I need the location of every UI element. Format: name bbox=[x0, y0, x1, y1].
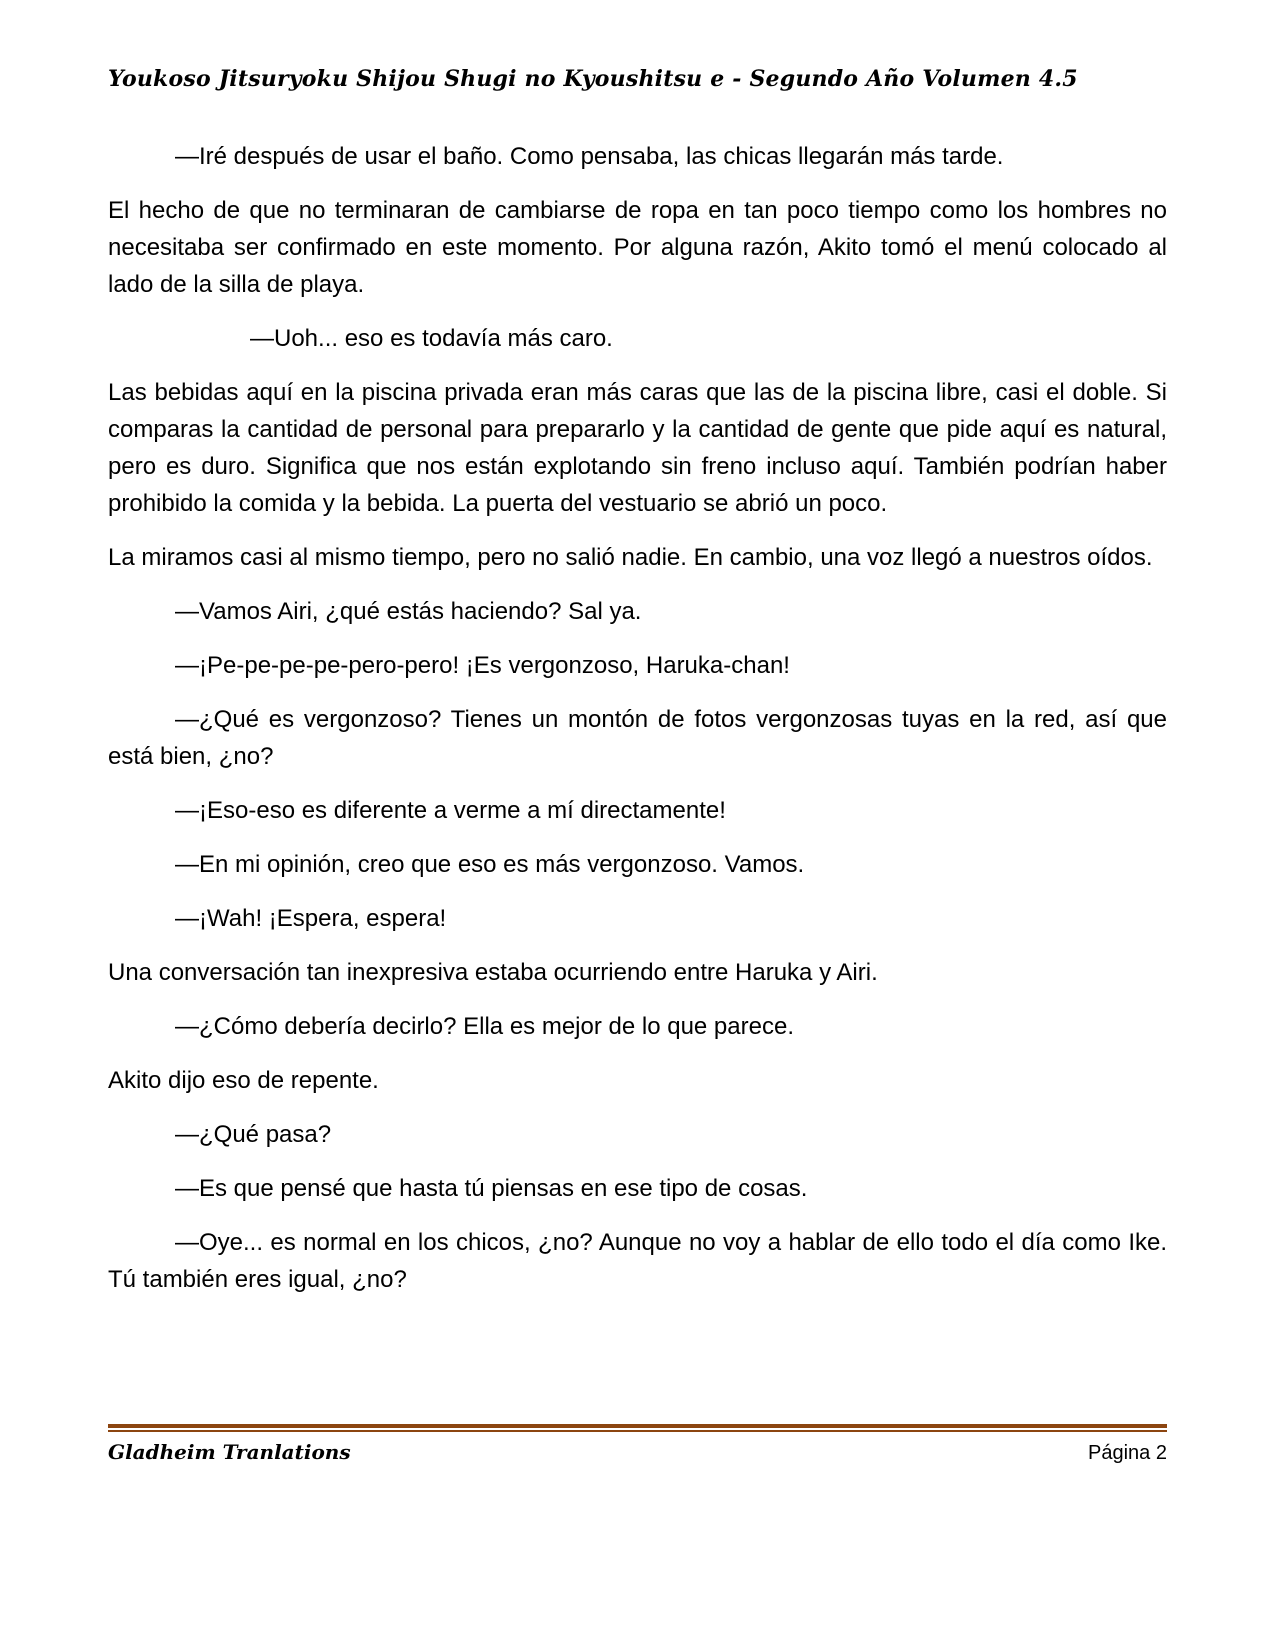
paragraph: El hecho de que no terminaran de cambiarse de ropa en tan poco tiempo como los hombres no necesitaba ser confirmado en este momento. Por alguna razón, Akito tomó el menú colocado al lado de la silla de playa. bbox=[108, 197, 1167, 298]
footer-row bbox=[108, 1440, 1167, 1465]
paragraph: —¡Wah! ¡Espera, espera! bbox=[175, 905, 447, 932]
footer-page-number: Página 2 bbox=[1088, 1442, 1167, 1464]
paragraph: —¿Qué pasa? bbox=[175, 1121, 332, 1148]
paragraph: —Oye... es normal en los chicos, ¿no? Aunque no voy a hablar de ello todo el día como Ike. Tú también eres igual, ¿no? bbox=[108, 1229, 1167, 1293]
footer-rule bbox=[108, 1424, 1167, 1432]
document-body bbox=[108, 138, 1167, 1315]
paragraph: —Uoh... eso es todavía más caro. bbox=[250, 325, 613, 352]
paragraph: —Vamos Airi, ¿qué estás haciendo? Sal ya. bbox=[175, 598, 642, 625]
paragraph: —¿Cómo debería decirlo? Ella es mejor de lo que parece. bbox=[175, 1013, 794, 1040]
page-footer bbox=[108, 1424, 1167, 1465]
paragraph: Akito dijo eso de repente. bbox=[108, 1067, 379, 1094]
header-title: Youkoso Jitsuryoku Shijou Shugi no Kyoushitsu e - Segundo Año Volumen 4.5 bbox=[108, 66, 1078, 92]
paragraph: La miramos casi al mismo tiempo, pero no salió nadie. En cambio, una voz llegó a nuestros oídos. bbox=[108, 544, 1153, 571]
paragraph: —¡Eso-eso es diferente a verme a mí directamente! bbox=[175, 797, 726, 824]
paragraph: —¡Pe-pe-pe-pe-pero-pero! ¡Es vergonzoso, Haruka-chan! bbox=[175, 652, 790, 679]
paragraph: Una conversación tan inexpresiva estaba ocurriendo entre Haruka y Airi. bbox=[108, 959, 878, 986]
paragraph: —En mi opinión, creo que eso es más vergonzoso. Vamos. bbox=[175, 851, 805, 878]
paragraph: —¿Qué es vergonzoso? Tienes un montón de fotos vergonzosas tuyas en la red, así que está bien, ¿no? bbox=[108, 706, 1167, 770]
footer-translator-credit: Gladheim Tranlations bbox=[108, 1440, 351, 1464]
page-header bbox=[108, 66, 1167, 92]
paragraph: Las bebidas aquí en la piscina privada eran más caras que las de la piscina libre, casi el doble. Si comparas la cantidad de personal para prepararlo y la cantidad de gente que pide aquí es natural, pero es duro. Significa que nos están explotando sin freno incluso aquí. También podrían haber prohibido la comida y la bebida. La puerta del vestuario se abrió un poco. bbox=[108, 379, 1167, 517]
paragraph: —Es que pensé que hasta tú piensas en ese tipo de cosas. bbox=[175, 1175, 808, 1202]
paragraph: —Iré después de usar el baño. Como pensaba, las chicas llegarán más tarde. bbox=[175, 143, 1004, 170]
